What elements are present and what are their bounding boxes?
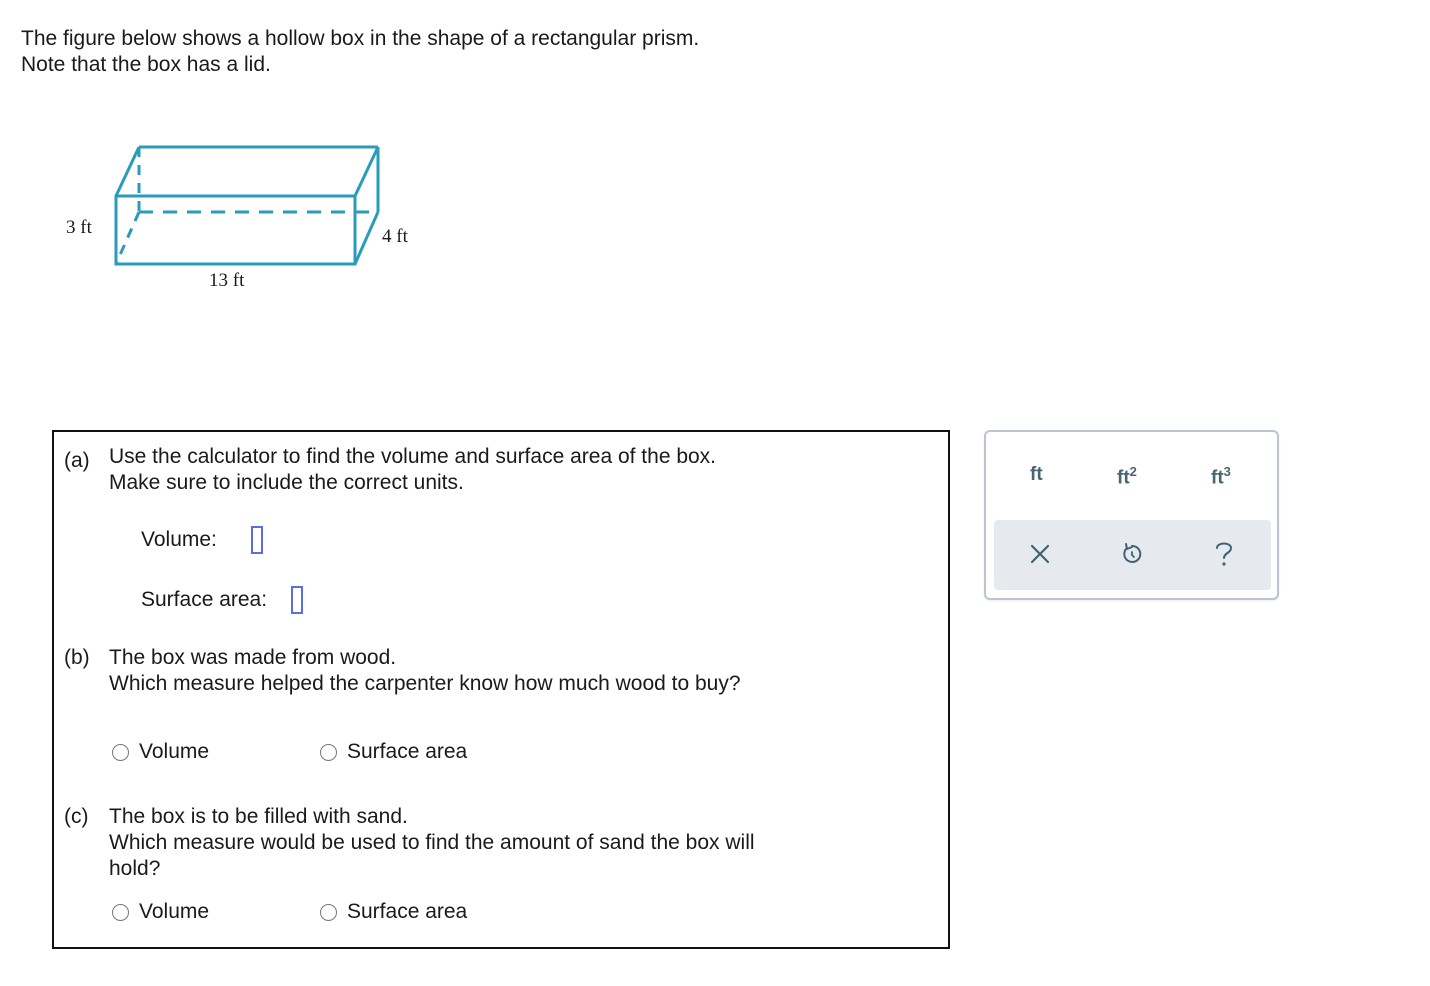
volume-label: Volume: [141, 528, 217, 551]
help-button[interactable] [1206, 536, 1242, 572]
help-icon [1212, 539, 1236, 569]
part-a-line-2: Make sure to include the correct units. [109, 471, 464, 494]
unit-ft-cubed-exponent: 3 [1223, 464, 1231, 479]
part-a-line-1: Use the calculator to find the volume and surface area of the box. [109, 445, 717, 468]
bottom-right-edge [355, 212, 378, 264]
unit-ft-squared-exponent: 2 [1129, 464, 1137, 479]
unit-ft-squared-button[interactable] [1117, 464, 1137, 489]
height-label: 3 ft [66, 217, 92, 238]
units-keypad [984, 430, 1279, 600]
unit-ft-label: ft [1030, 464, 1043, 485]
option-label: Surface area [347, 740, 468, 763]
part-b-prompt [109, 645, 741, 697]
radio-button[interactable] [320, 744, 337, 761]
intro-line-1: The figure below shows a hollow box in the shape of a rectangular prism. [21, 27, 700, 50]
keypad-tools-bar [994, 520, 1271, 590]
part-c-line-1: The box is to be filled with sand. [109, 805, 408, 828]
intro-line-2: Note that the box has a lid. [21, 53, 271, 76]
clear-button[interactable] [1022, 536, 1058, 572]
surface-area-input[interactable] [291, 586, 303, 614]
unit-ft-cubed-base: ft [1211, 467, 1224, 489]
part-b-line-1: The box was made from wood. [109, 646, 397, 669]
radio-button[interactable] [112, 744, 129, 761]
depth-label: 4 ft [382, 226, 408, 247]
clear-icon [1029, 543, 1051, 565]
part-b-option-surface-area[interactable] [320, 740, 467, 764]
surface-area-label: Surface area: [141, 588, 268, 611]
question-panel [52, 430, 950, 949]
part-a-prompt [109, 444, 716, 496]
hidden-edge-depth [116, 212, 139, 264]
part-c-option-surface-area[interactable] [320, 900, 467, 924]
part-c-letter: (c) [64, 805, 89, 828]
volume-input[interactable] [251, 526, 263, 554]
radio-button[interactable] [320, 904, 337, 921]
top-left-edge [116, 147, 139, 196]
radio-button[interactable] [112, 904, 129, 921]
option-label: Volume [139, 900, 210, 923]
volume-answer-row [141, 526, 263, 554]
rectangular-prism-diagram [0, 0, 500, 320]
part-c-option-volume[interactable] [112, 900, 209, 924]
part-c-line-2: Which measure would be used to find the amount of sand the box will [109, 831, 755, 854]
front-face [116, 196, 355, 264]
length-label: 13 ft [209, 270, 245, 291]
unit-ft-cubed-button[interactable] [1211, 464, 1231, 489]
part-c-prompt [109, 804, 755, 882]
box-figure [0, 0, 500, 320]
part-b-line-2: Which measure helped the carpenter know how much wood to buy? [109, 672, 741, 695]
undo-button[interactable] [1114, 536, 1150, 572]
surface-area-answer-row [141, 586, 303, 614]
undo-icon [1119, 541, 1145, 567]
option-label: Volume [139, 740, 210, 763]
unit-ft-squared-base: ft [1117, 467, 1130, 489]
part-a-letter: (a) [64, 449, 90, 472]
top-right-edge [355, 147, 378, 196]
unit-ft-button[interactable] [1030, 464, 1043, 486]
part-b-option-volume[interactable] [112, 740, 209, 764]
option-label: Surface area [347, 900, 468, 923]
part-b-letter: (b) [64, 646, 90, 669]
part-c-line-3: hold? [109, 857, 161, 880]
